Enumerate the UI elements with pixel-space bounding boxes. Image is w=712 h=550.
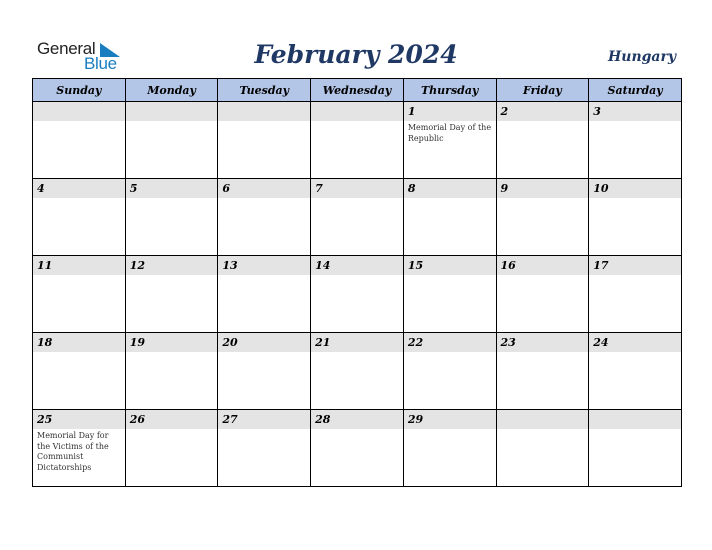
day-number: 4 bbox=[33, 179, 125, 198]
holiday-event: Memorial Day of the Republic bbox=[407, 123, 492, 143]
day-number: 8 bbox=[404, 179, 496, 198]
day-cell bbox=[311, 410, 404, 487]
holiday-event bbox=[218, 429, 310, 431]
day-cell bbox=[403, 256, 496, 333]
day-number: 17 bbox=[589, 256, 681, 275]
holiday-event bbox=[497, 121, 589, 123]
empty-day-cell bbox=[311, 102, 404, 179]
day-number: 13 bbox=[218, 256, 310, 275]
day-cell bbox=[33, 333, 126, 410]
day-cell bbox=[403, 333, 496, 410]
calendar-title: February 2024 bbox=[254, 40, 458, 69]
day-number bbox=[126, 102, 218, 121]
day-number: 23 bbox=[497, 333, 589, 352]
holiday-event bbox=[497, 198, 589, 200]
empty-day-cell bbox=[589, 410, 682, 487]
holiday-event bbox=[33, 275, 125, 277]
holiday-event bbox=[126, 198, 218, 200]
holiday-event bbox=[404, 429, 496, 431]
day-cell bbox=[311, 333, 404, 410]
empty-day-cell bbox=[496, 410, 589, 487]
day-number: 16 bbox=[497, 256, 589, 275]
calendar-grid bbox=[32, 78, 682, 487]
holiday-event bbox=[311, 121, 403, 123]
weekday-header: Friday bbox=[496, 79, 589, 102]
week-row bbox=[33, 410, 682, 487]
day-cell bbox=[218, 333, 311, 410]
day-number: 18 bbox=[33, 333, 125, 352]
day-number: 6 bbox=[218, 179, 310, 198]
logo-text-blue: Blue bbox=[84, 54, 117, 73]
day-cell bbox=[218, 256, 311, 333]
day-number: 3 bbox=[589, 102, 681, 121]
holiday-event: Memorial Day for the Victims of the Communist Dictatorships bbox=[37, 431, 109, 472]
holiday-event bbox=[589, 198, 681, 200]
day-cell bbox=[589, 256, 682, 333]
day-number: 24 bbox=[589, 333, 681, 352]
day-cell bbox=[496, 256, 589, 333]
holiday-event bbox=[589, 121, 681, 123]
day-cell bbox=[125, 410, 218, 487]
holiday-event bbox=[33, 352, 125, 354]
holiday-event bbox=[218, 352, 310, 354]
empty-day-cell bbox=[33, 102, 126, 179]
day-cell bbox=[496, 179, 589, 256]
holiday-event bbox=[404, 198, 496, 200]
day-number: 5 bbox=[126, 179, 218, 198]
holiday-event bbox=[404, 352, 496, 354]
week-row bbox=[33, 102, 682, 179]
day-number bbox=[311, 102, 403, 121]
day-cell bbox=[496, 102, 589, 179]
day-cell bbox=[589, 333, 682, 410]
holiday-event bbox=[33, 121, 125, 123]
weekday-header: Tuesday bbox=[218, 79, 311, 102]
holiday-event bbox=[311, 275, 403, 277]
day-number: 12 bbox=[126, 256, 218, 275]
holiday-event bbox=[218, 275, 310, 277]
week-row bbox=[33, 179, 682, 256]
holiday-event bbox=[126, 275, 218, 277]
day-number: 2 bbox=[497, 102, 589, 121]
holiday-event bbox=[126, 429, 218, 431]
day-number: 14 bbox=[311, 256, 403, 275]
logo-text-general: General bbox=[37, 39, 96, 58]
day-cell bbox=[403, 102, 496, 179]
day-number: 21 bbox=[311, 333, 403, 352]
holiday-event bbox=[218, 121, 310, 123]
holiday-event bbox=[589, 275, 681, 277]
holiday-event bbox=[497, 352, 589, 354]
weekday-header: Thursday bbox=[403, 79, 496, 102]
day-cell bbox=[33, 179, 126, 256]
holiday-event bbox=[218, 198, 310, 200]
day-cell bbox=[218, 410, 311, 487]
holiday-event bbox=[311, 352, 403, 354]
day-number: 26 bbox=[126, 410, 218, 429]
day-number: 19 bbox=[126, 333, 218, 352]
day-cell bbox=[125, 256, 218, 333]
day-number: 29 bbox=[404, 410, 496, 429]
day-number: 22 bbox=[404, 333, 496, 352]
day-cell bbox=[496, 333, 589, 410]
week-row bbox=[33, 333, 682, 410]
day-number: 1 bbox=[404, 102, 496, 121]
holiday-event bbox=[311, 198, 403, 200]
day-number bbox=[497, 410, 589, 429]
day-cell bbox=[125, 333, 218, 410]
day-number: 25 bbox=[33, 410, 125, 429]
weekday-header-row bbox=[33, 79, 682, 102]
weekday-header: Wednesday bbox=[311, 79, 404, 102]
day-cell bbox=[403, 179, 496, 256]
day-cell bbox=[403, 410, 496, 487]
day-cell bbox=[589, 179, 682, 256]
day-cell bbox=[33, 410, 126, 487]
day-number bbox=[218, 102, 310, 121]
holiday-event bbox=[497, 275, 589, 277]
holiday-event bbox=[311, 429, 403, 431]
day-cell bbox=[311, 179, 404, 256]
day-cell bbox=[218, 179, 311, 256]
day-number: 15 bbox=[404, 256, 496, 275]
day-cell bbox=[125, 179, 218, 256]
day-number: 20 bbox=[218, 333, 310, 352]
day-cell bbox=[311, 256, 404, 333]
holiday-event bbox=[404, 275, 496, 277]
holiday-event bbox=[126, 121, 218, 123]
day-cell bbox=[33, 256, 126, 333]
day-number bbox=[589, 410, 681, 429]
day-number: 10 bbox=[589, 179, 681, 198]
empty-day-cell bbox=[218, 102, 311, 179]
empty-day-cell bbox=[125, 102, 218, 179]
holiday-event bbox=[497, 429, 589, 431]
weekday-header: Saturday bbox=[589, 79, 682, 102]
day-number: 28 bbox=[311, 410, 403, 429]
holiday-event bbox=[589, 429, 681, 431]
weekday-header: Sunday bbox=[33, 79, 126, 102]
country-label: Hungary bbox=[608, 49, 676, 65]
day-number bbox=[33, 102, 125, 121]
day-cell bbox=[589, 102, 682, 179]
day-number: 9 bbox=[497, 179, 589, 198]
holiday-event bbox=[33, 198, 125, 200]
day-number: 27 bbox=[218, 410, 310, 429]
day-number: 11 bbox=[33, 256, 125, 275]
holiday-event bbox=[126, 352, 218, 354]
weekday-header: Monday bbox=[125, 79, 218, 102]
week-row bbox=[33, 256, 682, 333]
holiday-event bbox=[589, 352, 681, 354]
day-number: 7 bbox=[311, 179, 403, 198]
